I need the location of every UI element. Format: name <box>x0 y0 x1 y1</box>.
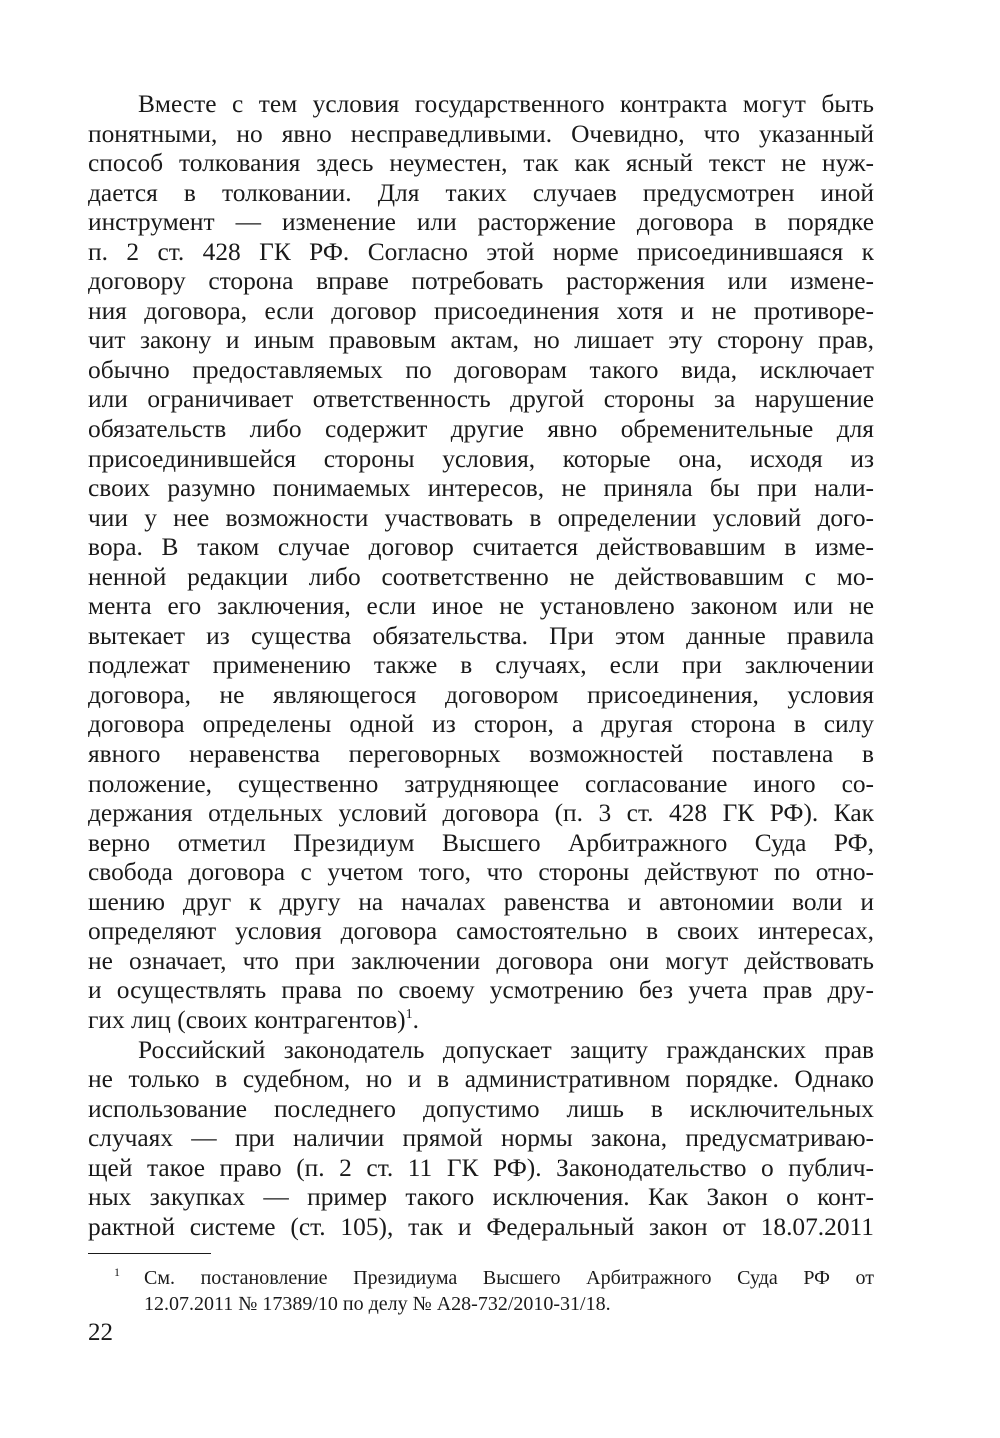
text-line: договору сторона вправе потребовать расторжения или измене- <box>88 267 874 296</box>
text-line: и осуществлять права по своему усмотрению без учета прав дру- <box>88 976 874 1005</box>
text-line: ненной редакции либо соответственно не действовавшим с мо- <box>88 562 874 591</box>
footnote-line: 12.07.2011 № 17389/10 по делу № А28-732/2010-31/18. <box>144 1293 611 1315</box>
page-number: 22 <box>88 1319 113 1346</box>
text-line: верно отметил Президиум Высшего Арбитражного Суда РФ, <box>88 828 874 857</box>
text-line: обычно предоставляемых по договорам такого вида, исключает <box>88 355 874 384</box>
text-line: использование последнего допустимо лишь в исключительных <box>88 1094 874 1123</box>
text-line: договора, не являющегося договором присоединения, условия <box>88 680 874 709</box>
text-line: ных закупках — пример такого исключения. Как Закон о конт- <box>88 1183 874 1212</box>
text-line: дается в толковании. Для таких случаев предусмотрен иной <box>88 178 874 207</box>
text-line: договора определены одной из сторон, а другая сторона в силу <box>88 710 874 739</box>
text-line: чит закону и иным правовым актам, но лишает эту сторону прав, <box>88 326 874 355</box>
text-line: шению друг к другу на началах равенства и автономии воли и <box>88 887 874 916</box>
text-line: обязательств либо содержит другие явно обременительные для <box>88 415 874 444</box>
text-line: присоединившейся стороны условия, которые она, исходя из <box>88 444 874 473</box>
text-line: Вместе с тем условия государственного контракта могут быть <box>138 90 874 118</box>
text-line: чии у нее возможности участвовать в определении условий дого- <box>88 503 874 532</box>
text-line: не означает, что при заключении договора они могут действовать <box>88 946 874 975</box>
text-line-last <box>88 1006 874 1036</box>
text-line: инструмент — изменение или расторжение договора в порядке <box>88 208 874 237</box>
footnote <box>88 1265 874 1317</box>
text-line: держания отдельных условий договора (п. 3 ст. 428 ГК РФ). Как <box>88 799 874 828</box>
text-line: положение, существенно затрудняющее согласование иного со- <box>88 769 874 798</box>
text-line: рактной системе (ст. 105), так и Федеральный закон от 18.07.2011 <box>88 1212 874 1241</box>
text-line: Российский законодатель допускает защиту гражданских прав <box>138 1035 874 1064</box>
footnote-mark: 1 <box>114 1265 120 1279</box>
footnote-reference[interactable]: 1 <box>405 1006 413 1022</box>
text-line: своих разумно понимаемых интересов, не приняла бы при нали- <box>88 474 874 503</box>
text-line: понятными, но явно несправедливыми. Очевидно, что указанный <box>88 119 874 148</box>
text-line: подлежат применению также в случаях, если при заключении <box>88 651 874 680</box>
text-line: мента его заключения, если иное не установлено законом или не <box>88 592 874 621</box>
sentence-end: . <box>412 1005 420 1034</box>
text-line: ния договора, если договор присоединения хотя и не противоре- <box>88 296 874 325</box>
text-line: не только в судебном, но и в административном порядке. Однако <box>88 1065 874 1094</box>
text-line: способ толкования здесь неуместен, так как ясный текст не нуж- <box>88 149 874 178</box>
text-line: вытекает из существа обязательства. При этом данные правила <box>88 621 874 650</box>
text-line: вора. В таком случае договор считается действовавшим в изме- <box>88 533 874 562</box>
text-line: случаях — при наличии прямой нормы закона, предусматриваю- <box>88 1124 874 1153</box>
text-line: щей такое право (п. 2 ст. 11 ГК РФ). Законодательство о публич- <box>88 1153 874 1182</box>
text-line: явного неравенства переговорных возможностей поставлена в <box>88 740 874 769</box>
body-text <box>88 90 874 1242</box>
text-line: определяют условия договора самостоятельно в своих интересах, <box>88 917 874 946</box>
text-line: или ограничивает ответственность другой стороны за нарушение <box>88 385 874 414</box>
text-line: свобода договора с учетом того, что стороны действуют по отно- <box>88 858 874 887</box>
text-line: п. 2 ст. 428 ГК РФ. Согласно этой норме присоединившаяся к <box>88 237 874 266</box>
footnote-line: См. постановление Президиума Высшего Арбитражного Суда РФ от <box>144 1267 874 1289</box>
text-line-content: гих лиц (своих контрагентов) <box>88 1005 406 1034</box>
footnote-divider <box>88 1253 211 1254</box>
